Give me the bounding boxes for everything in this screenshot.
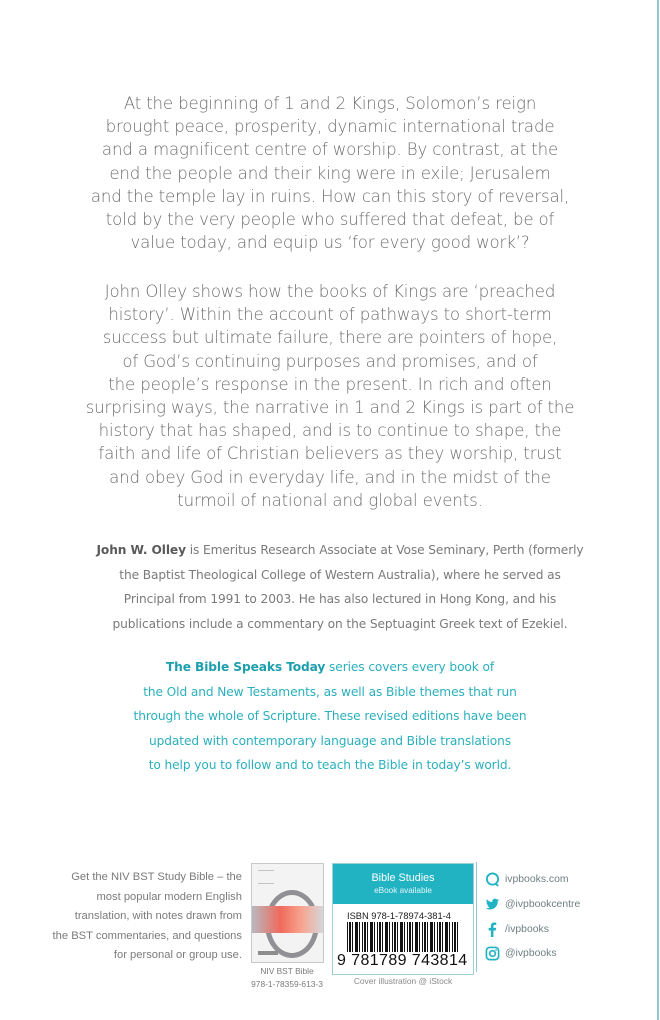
social-link-website[interactable] [485, 870, 569, 888]
social-label: ivpbooks.com [505, 873, 569, 885]
barcode-digits [337, 952, 468, 970]
series-name: The Bible Speaks Today [165, 660, 326, 674]
author-bio [60, 538, 620, 636]
text-line: Principal from 1991 to 2003. He has also lectured in Hong Kong, and his [123, 592, 557, 606]
study-bible-caption [241, 965, 333, 990]
text-line: to help you to follow and to teach the Bible in today’s world. [148, 758, 512, 772]
text-line: and the temple lay in ruins. How can this story of reversal, [90, 186, 570, 206]
category-label: Bible Studies [371, 872, 435, 884]
text-line: brought peace, prosperity, dynamic international trade [105, 117, 555, 137]
social-label: /ivpbooks [505, 923, 549, 935]
text-line: most popular modern English [96, 890, 242, 903]
study-bible-cover-image [251, 863, 324, 963]
text-line: the Baptist Theological College of Western Australia), where he served as [119, 567, 561, 582]
author-name: John W. Olley [96, 543, 186, 557]
text-line: turmoil of national and global events. [177, 490, 483, 510]
text-line: told by the very people who suffered that defeat, be of [105, 210, 555, 230]
text-line: the BST commentaries, and questions [52, 929, 242, 942]
text-line: translation, with notes drawn from [74, 910, 242, 923]
ebook-label: eBook available [374, 886, 432, 895]
cover-title-mark [258, 870, 274, 884]
text-line: At the beginning of 1 and 2 Kings, Solomon’s reign [123, 94, 537, 113]
social-links [476, 862, 659, 972]
cover-credit: Cover illustration @ iStock [353, 976, 453, 986]
text-line: faith and life of Christian believers as they worship, trust [98, 444, 562, 464]
text-line: the Old and New Testaments, as well as Bible themes that run [143, 684, 517, 699]
text-line: the people’s response in the present. In rich and often [108, 374, 552, 394]
category-header [333, 864, 473, 904]
social-label: @ivpbookcentre [505, 898, 581, 910]
text-line: success but ultimate failure, there are pointers of hope, [102, 328, 558, 348]
bio-text: is Emeritus Research Associate at Vose Seminary, Perth (formerly [185, 543, 584, 557]
text-line: through the whole of Scripture. These revised editions have been [133, 709, 527, 723]
text-line: value today, and equip us ‘for every good work’? [130, 233, 530, 253]
text-line [100, 655, 560, 680]
study-bible-isbn: 978-1-78359-613-3 [251, 978, 323, 989]
series-description [100, 655, 560, 778]
text-line: publications include a commentary on the Septuagint Greek text of Ezekiel. [112, 616, 568, 631]
social-link-facebook[interactable] [485, 920, 549, 938]
social-label: @ivpbooks [505, 947, 557, 959]
isbn-number: ISBN 978-1-78974-381-4 [347, 911, 451, 921]
blurb-paragraph-1 [60, 92, 600, 254]
series-text: series covers every book of [325, 660, 495, 674]
text-line: and obey God in everyday life, and in the midst of the [109, 467, 551, 487]
study-bible-promo [40, 868, 242, 966]
text-line: history’. Within the account of pathways to short-term [108, 305, 552, 325]
instagram-icon [485, 946, 500, 961]
blurb-paragraph-2 [60, 280, 600, 512]
barcode-digits-text: 9 781789 743814 [337, 952, 468, 969]
text-line: for personal or group use. [113, 949, 242, 962]
text-line: history that has shaped, and is to continue to shape, the [98, 421, 562, 441]
study-bible-title: NIV BST Bible [260, 966, 314, 976]
text-line: of God’s continuing purposes and promises, and of [122, 351, 538, 371]
text-line [60, 538, 620, 563]
text-line: Get the NIV BST Study Bible – the [71, 871, 242, 883]
text-line: end the people and their king were in exile; Jerusalem [109, 163, 551, 183]
text-line: updated with contemporary language and Bible translations [149, 733, 511, 748]
text-line: surprising ways, the narrative in 1 and 2 Kings is part of the [85, 398, 575, 418]
social-link-instagram[interactable] [485, 944, 557, 962]
niv-logo-mark [258, 951, 278, 955]
cover-colour-band [252, 906, 323, 933]
text-line: John Olley shows how the books of Kings are ‘preached [104, 282, 556, 301]
social-link-twitter[interactable] [485, 895, 580, 913]
chat-bubble-icon [485, 872, 500, 887]
twitter-icon [485, 897, 500, 912]
facebook-icon [485, 922, 500, 937]
text-line: and a magnificent centre of worship. By contrast, at the [101, 140, 559, 160]
isbn-box [332, 863, 474, 975]
